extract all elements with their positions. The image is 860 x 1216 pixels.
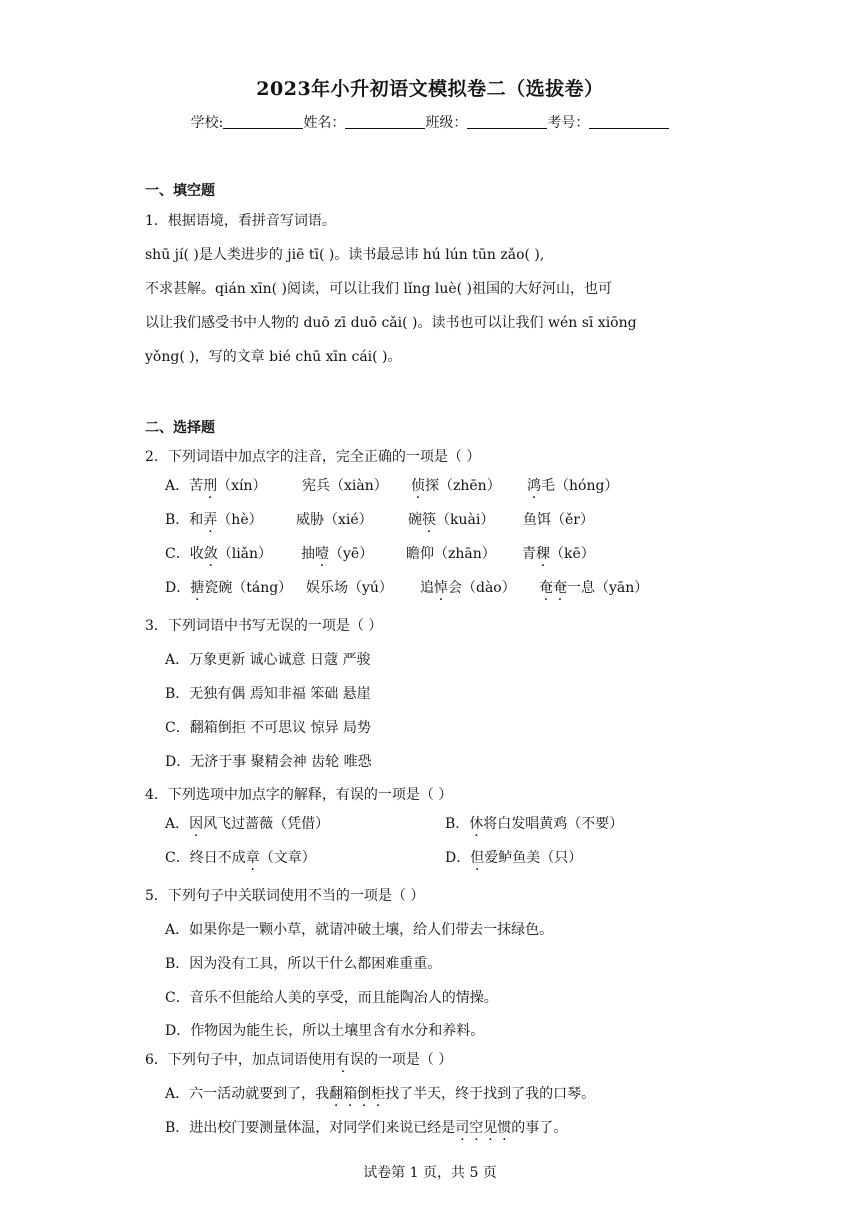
option-text: C．收 (165, 546, 204, 562)
dotted-char: 筷 (422, 512, 436, 528)
q4-option-c (165, 847, 316, 867)
option-text: 探 (425, 478, 439, 494)
q4-stem: 4．下列选项中加点字的解释，有误的一项是（ ） (145, 787, 453, 803)
dotted-char: 翻 (329, 1086, 344, 1102)
option-text: （liǎn） (217, 546, 273, 562)
q1-line: shū jí( )是人类进步的 jiē tī( )。读书最忌讳 hú lún tūn zǎo( ), (145, 247, 545, 263)
dotted-char: 见 (483, 1120, 498, 1136)
option-text: 将白发唱黄鸡（不要） (483, 816, 624, 832)
school-blank (223, 114, 303, 129)
q4-option-a (165, 813, 329, 833)
q2-option-c (165, 543, 595, 563)
name-label: 姓名： (303, 115, 346, 131)
option-text: 碗 (408, 512, 422, 528)
dotted-char: 奄 (539, 580, 553, 596)
option-text: A．六一活动就要到了，我 (165, 1086, 330, 1102)
option-text: 威胁（xié） (296, 512, 373, 528)
q4-option-b (445, 813, 623, 833)
class-label: 班级： (425, 115, 468, 131)
option-text: B． (445, 816, 470, 832)
q1-line: 以让我们感受书中人物的 duō zī duō cǎi( )。读书也可以让我们 wén sī xiōng (145, 315, 637, 331)
q5-option-b: B．因为没有工具，所以干什么都困难重重。 (165, 956, 442, 972)
option-text: 瓷碗（táng） (204, 580, 293, 596)
dotted-char: 噎 (315, 546, 329, 562)
option-text: 青 (522, 546, 536, 562)
q1-stem: 1．根据语境，看拼音写词语。 (145, 213, 336, 229)
name-blank (345, 114, 425, 129)
q2-stem: 2．下列词语中加点字的注音，完全正确的一项是（ ） (145, 449, 481, 465)
option-text: 的事了。 (511, 1120, 568, 1136)
option-text: 鱼饵（ěr） (523, 512, 594, 528)
option-text: 找了半天，终于找到了我的口琴。 (385, 1086, 596, 1102)
dotted-char: 箱 (343, 1086, 358, 1102)
option-text: （hè） (217, 512, 263, 528)
option-text: （kuài） (436, 512, 495, 528)
exam-no-label: 考号： (547, 115, 590, 131)
q2-option-b (165, 509, 594, 529)
option-text: 追 (420, 580, 434, 596)
dotted-char: 侦 (411, 478, 425, 494)
q1-line: 不求甚解。qián xīn( )阅读，可以让我们 lǐng luè( )祖国的大好河山，也可 (145, 281, 613, 297)
option-text: 风飞过蔷薇（凭借） (203, 816, 330, 832)
option-text: 一息（yān） (567, 580, 649, 596)
q3-stem: 3．下列词语中书写无误的一项是（ ） (145, 618, 383, 634)
option-text: D． (445, 850, 471, 866)
dotted-char: 有 (335, 1052, 350, 1068)
dotted-char: 搪 (190, 580, 205, 596)
dotted-char: 惯 (497, 1120, 512, 1136)
dotted-char: 刑 (203, 478, 218, 494)
q5-option-c: C．音乐不但能给人美的享受，而且能陶冶人的情操。 (165, 990, 498, 1006)
dotted-char: 敛 (203, 546, 218, 562)
q3-option-c: C．翻箱倒拒 不可思议 惊异 局势 (165, 720, 372, 736)
school-label: 学校: (190, 115, 224, 131)
q3-option-d: D．无济于事 聚精会神 齿轮 唯恐 (165, 754, 372, 770)
option-text: B．进出校门要测量体温，对同学们来说已经是 (165, 1120, 456, 1136)
dotted-char: 倒 (357, 1086, 372, 1102)
section-heading-fill: 一、填空题 (145, 183, 215, 199)
q3-option-b: B．无独有偶 焉知非福 笨础 悬崖 (165, 686, 371, 702)
dotted-char: 柜 (371, 1086, 386, 1102)
option-text: 毛（hóng） (541, 478, 619, 494)
option-text: B．和 (165, 512, 204, 528)
page-title: 2023年小升初语文模拟卷二（选拔卷） (256, 78, 604, 100)
option-text: 会（dào） (448, 580, 516, 596)
q6-option-b (165, 1117, 567, 1137)
section-heading-choice: 二、选择题 (145, 420, 215, 436)
option-text: 娱乐场（yú） (306, 580, 393, 596)
option-letter: A． (165, 478, 190, 494)
option-text: 宪兵（xiàn） (302, 478, 388, 494)
q2-option-a (165, 475, 619, 495)
q4-option-d (445, 847, 582, 867)
q5-option-a: A．如果你是一颗小草，就请冲破土壤，给人们带去一抹绿色。 (165, 922, 554, 938)
stem-text: 误的一项是（ ） (349, 1052, 453, 1068)
q6-option-a (165, 1083, 595, 1103)
q6-stem (145, 1049, 452, 1069)
option-text: A． (165, 816, 190, 832)
option-text: （文章） (259, 850, 316, 866)
dotted-char: 因 (189, 816, 204, 832)
option-text: （kē） (550, 546, 595, 562)
option-text: （zhēn） (439, 478, 501, 494)
option-text: 瞻仰（zhān） (406, 546, 496, 562)
dotted-char: 奄 (553, 580, 567, 596)
page-footer: 试卷第 1 页，共 5 页 (363, 1165, 497, 1181)
option-text: 抽 (301, 546, 315, 562)
option-text: C．终日不成 (165, 850, 246, 866)
q5-stem: 5．下列句子中关联词使用不当的一项是（ ） (145, 888, 425, 904)
dotted-char: 弄 (203, 512, 218, 528)
dotted-char: 稞 (536, 546, 550, 562)
dotted-char: 空 (469, 1120, 484, 1136)
exam-no-blank (589, 114, 669, 129)
class-blank (467, 114, 547, 129)
q2-option-d (165, 577, 649, 597)
q5-option-d: D．作物因为能生长，所以土壤里含有水分和养料。 (165, 1023, 485, 1039)
option-text: 爱鲈鱼美（只） (484, 850, 583, 866)
option-text: （yē） (329, 546, 374, 562)
dotted-char: 司 (455, 1120, 470, 1136)
option-text: D． (165, 580, 191, 596)
q1-line: yǒng( )，写的文章 bié chū xīn cái( )。 (145, 349, 402, 365)
stem-text: 6．下列句子中，加点词语使用 (145, 1052, 336, 1068)
dotted-char: 休 (469, 816, 484, 832)
option-text: （xín） (217, 478, 267, 494)
dotted-char: 鸿 (527, 478, 541, 494)
student-info-line (0, 112, 860, 132)
dotted-char: 但 (470, 850, 485, 866)
option-text: 苦 (189, 478, 204, 494)
q3-option-a: A．万象更新 诚心诚意 日蔻 严骏 (165, 652, 371, 668)
dotted-char: 章 (245, 850, 260, 866)
dotted-char: 悼 (434, 580, 448, 596)
